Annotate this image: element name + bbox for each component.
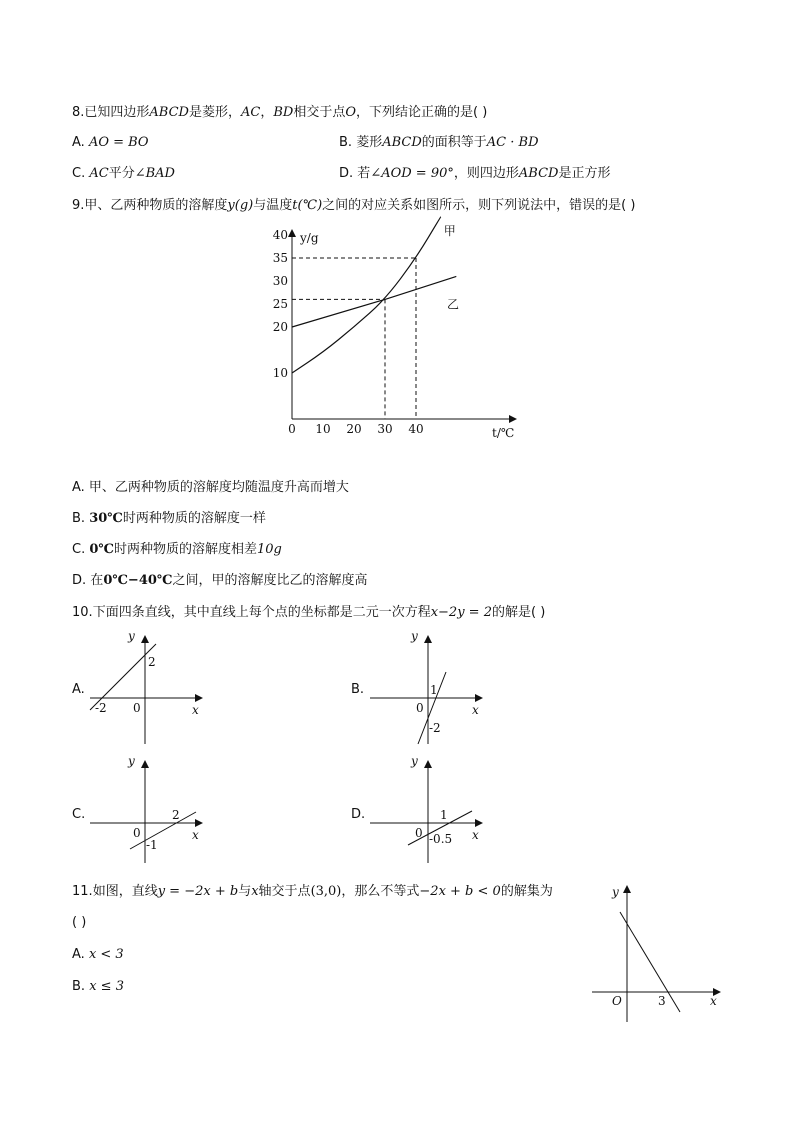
q9-option-b: B. 30℃时两种物质的溶解度一样 (72, 511, 266, 526)
x-tick-label: 30 (377, 422, 393, 436)
intercept-label-b: -0.5 (429, 832, 453, 846)
intercept-label-b: -2 (429, 721, 441, 735)
origin-label: 0 (133, 826, 141, 840)
series-yi-line (292, 276, 456, 327)
x-axis-label: x (472, 703, 479, 717)
x-axis-label: x (710, 994, 717, 1008)
x-tick-label: 40 (408, 422, 424, 436)
x-axis-label: x (192, 703, 199, 717)
q9-option-d: D. 在0℃−40℃之间，甲的溶解度比乙的溶解度高 (72, 573, 368, 588)
q9-stem: 9.甲、乙两种物质的溶解度y(g)与温度t(℃)之间的对应关系如图所示，则下列说法中，错误的是( ) (72, 198, 636, 213)
graph-line (620, 912, 680, 1012)
x-axis-label: x (192, 828, 199, 842)
x-intercept-label: 3 (658, 994, 666, 1008)
y-axis-label: y (411, 754, 418, 768)
y-axis-label: y (411, 629, 418, 643)
x-tick-label: 20 (346, 422, 362, 436)
q10-graph-a-label: A. (72, 682, 85, 697)
intercept-label-b: 2 (148, 655, 156, 669)
y-tick-label: 40 (272, 228, 288, 242)
y-tick-label: 20 (272, 320, 288, 334)
y-axis-title: y/g (300, 231, 319, 245)
intercept-label-a: 2 (172, 808, 180, 822)
intercept-label-a: 1 (440, 808, 448, 822)
q9-option-c: C. 0℃时两种物质的溶解度相差10g (72, 542, 282, 557)
y-tick-label: 30 (272, 274, 288, 288)
q8-stem: 8.已知四边形ABCD是菱形，AC，BD相交于点O，下列结论正确的是( ) (72, 105, 488, 120)
solubility-chart (268, 226, 528, 446)
intercept-label-a: -2 (95, 701, 107, 715)
y-tick-label: 35 (272, 251, 288, 265)
origin-label: 0 (416, 701, 424, 715)
q10-graph-d (368, 755, 498, 865)
origin-label: 0 (133, 701, 141, 715)
q10-graph-a (86, 628, 216, 748)
y-axis-label: y (128, 629, 135, 643)
q10-stem: 10.下面四条直线，其中直线上每个点的坐标都是二元一次方程x−2y = 2的解是( ) (72, 605, 546, 620)
intercept-label-a: 1 (430, 683, 438, 697)
intercept-label-b: -1 (146, 838, 158, 852)
q10-graph-c (86, 755, 216, 865)
chart-labels (273, 224, 515, 440)
x-axis-label: x (472, 828, 479, 842)
q11-graph (590, 882, 730, 1022)
q8-option-c: C. AC平分∠BAD (72, 166, 175, 181)
y-axis-label: y (612, 885, 619, 899)
x-tick-label: 0 (288, 422, 296, 436)
q11-option-b: B. x ≤ 3 (72, 979, 124, 994)
origin-label: 0 (415, 826, 423, 840)
q8-option-b: B. 菱形ABCD的面积等于AC · BD (339, 135, 539, 150)
series-jia-label: 甲 (443, 224, 456, 238)
q10-graph-c-label: C. (72, 807, 86, 822)
y-tick-label: 25 (272, 297, 288, 311)
y-tick-label: 10 (272, 366, 288, 380)
q9-option-a: A. 甲、乙两种物质的溶解度均随温度升高而增大 (72, 480, 349, 495)
q11-stem: 11.如图，直线y = −2x + b与x轴交于点(3,0)，那么不等式−2x + b < 0的解集为 (72, 884, 553, 899)
y-axis-label: y (128, 754, 135, 768)
q10-graph-b (368, 628, 498, 748)
x-axis-title: t/℃ (492, 426, 515, 440)
origin-label: O (612, 994, 622, 1008)
series-yi-label: 乙 (447, 297, 460, 312)
q10-graph-d-label: D. (351, 807, 366, 822)
q8-option-d: D. 若∠AOD = 90°，则四边形ABCD是正方形 (339, 166, 611, 181)
q10-graph-b-label: B. (351, 682, 365, 697)
x-tick-label: 10 (315, 422, 331, 436)
q11-option-a: A. x < 3 (72, 947, 124, 962)
q11-paren: ( ) (72, 915, 87, 930)
q8-option-a: A. AO = BO (72, 135, 149, 150)
